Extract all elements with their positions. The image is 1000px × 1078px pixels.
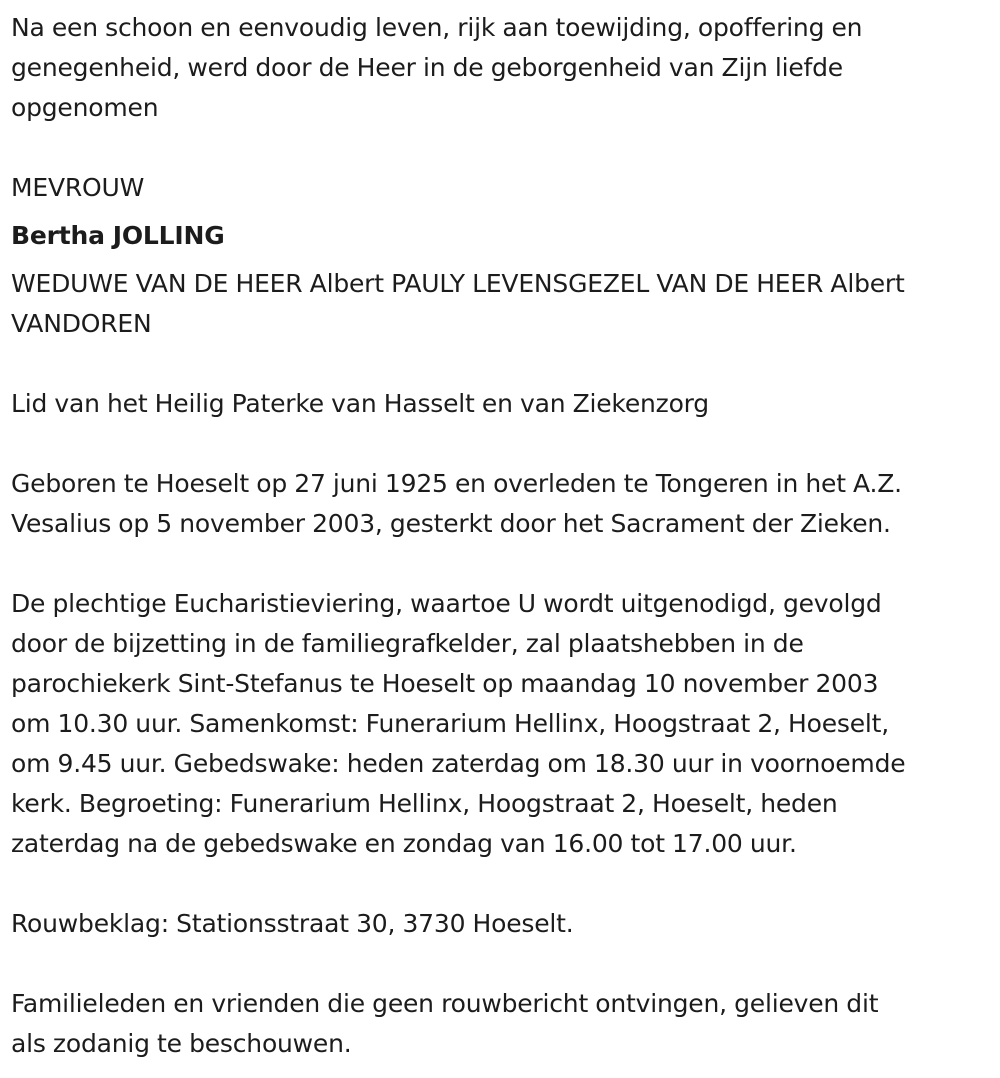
salutation: MEVROUW	[11, 173, 145, 202]
ceremony-paragraph: De plechtige Eucharistieviering, waartoe U wordt uitgenodigd, gevolgd door de bijzetting in de familiegrafkelder, zal plaatshebben in de parochiekerk Sint-Stefanus te Hoeselt op maandag 10 november 2003 om 10.30 uur. Samenkomst: Funerarium Hellinx, Hoogstraat 2, Hoeselt, om 9.45 uur. Gebedswake: heden zaterdag om 18.30 uur in voornoemde kerk. Begroeting: Funerarium Hellinx, Hoogstraat 2, Hoeselt, heden zaterdag na de gebedswake en zondag van 16.00 tot 17.00 uur.	[11, 589, 906, 858]
closing-paragraph: Familieleden en vrienden die geen rouwbericht ontvingen, gelieven dit als zodanig te beschouwen.	[11, 989, 879, 1058]
relations-line: WEDUWE VAN DE HEER Albert PAULY LEVENSGEZEL VAN DE HEER Albert VANDOREN	[11, 269, 905, 338]
deceased-name: Bertha JOLLING	[11, 221, 225, 250]
birth-death-paragraph: Geboren te Hoeselt op 27 juni 1925 en overleden te Tongeren in het A.Z. Vesalius op 5 november 2003, gesterkt door het Sacrament der Zieken.	[11, 469, 902, 538]
death-notice	[11, 8, 991, 1064]
condolence-address: Rouwbeklag: Stationsstraat 30, 3730 Hoeselt.	[11, 909, 574, 938]
membership-line: Lid van het Heilig Paterke van Hasselt en van Ziekenzorg	[11, 389, 709, 418]
intro-paragraph: Na een schoon en eenvoudig leven, rijk aan toewijding, opoffering en genegenheid, werd door de Heer in de geborgenheid van Zijn liefde opgenomen	[11, 13, 863, 122]
